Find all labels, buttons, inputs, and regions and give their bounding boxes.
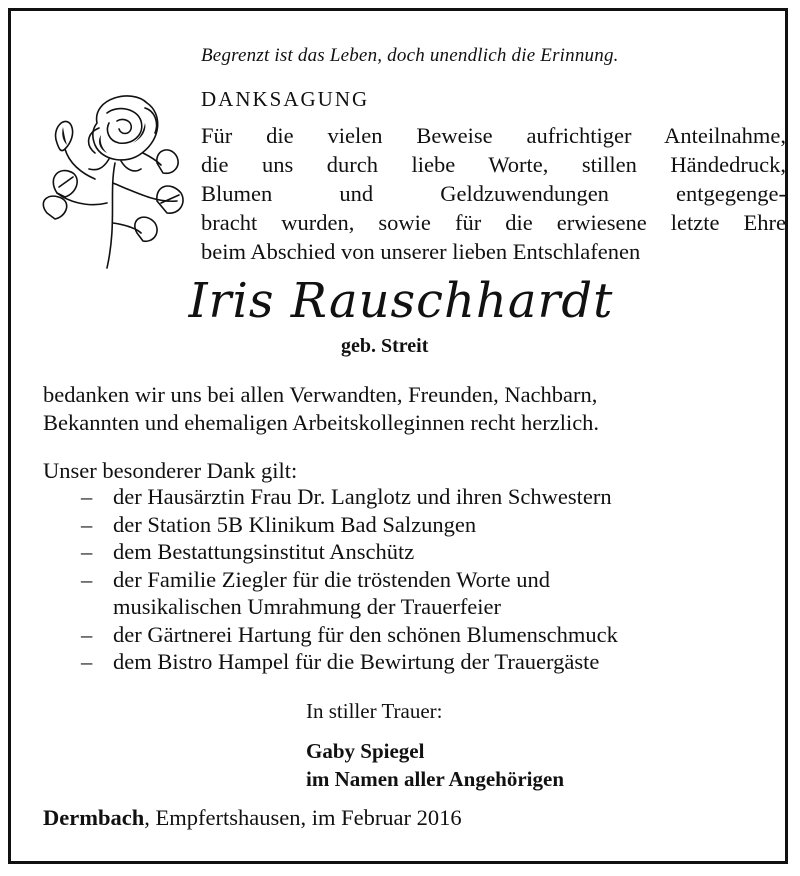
- thanks-paragraph: [43, 381, 763, 437]
- deceased-name: Iris Rauschhardt: [188, 273, 614, 329]
- list-item: [43, 566, 783, 621]
- list-item-text: dem Bistro Hampel für die Bewirtung der Trauergäste: [113, 649, 600, 674]
- thanks-line: Bekannten und ehemaligen Arbeitskolleginnen recht herzlich.: [43, 410, 600, 435]
- motto-line: Begrenzt ist das Leben, doch unendlich die Erinnung.: [201, 45, 619, 66]
- rose-illustration-icon: [37, 83, 197, 273]
- dash-bullet: –: [81, 484, 93, 509]
- list-item: [43, 538, 783, 566]
- list-item-text: musikalischen Umrahmung der Trauerfeier: [113, 594, 502, 619]
- thanks-line: bedanken wir uns bei allen Verwandten, Freunden, Nachbarn,: [43, 382, 598, 407]
- list-item-text: der Hausärztin Frau Dr. Langlotz und ihren Schwestern: [113, 484, 612, 509]
- dash-bullet: –: [81, 566, 93, 592]
- list-item-text: der Station 5B Klinikum Bad Salzungen: [113, 511, 477, 537]
- intro-line: Für die vielen Beweise aufrichtiger Anteilnahme,: [201, 123, 786, 148]
- signer-name: Gaby Spiegel: [306, 739, 425, 763]
- signer-block: [306, 737, 564, 793]
- dash-bullet: –: [81, 539, 93, 564]
- maiden-name: geb. Streit: [341, 335, 429, 357]
- list-item-text: der Familie Ziegler für die tröstenden Worte und: [113, 566, 551, 592]
- intro-line: beim Abschied von unserer lieben Entschlafenen: [201, 239, 641, 264]
- list-item-text: dem Bestattungsinstitut Anschütz: [113, 539, 415, 564]
- dash-bullet: –: [81, 511, 93, 537]
- place-date-line: [43, 805, 462, 831]
- signer-note: im Namen aller Angehörigen: [306, 767, 565, 791]
- list-item: [43, 483, 783, 511]
- list-item-text: der Gärtnerei Hartung für den schönen Blumenschmuck: [113, 621, 618, 647]
- special-thanks-list: [43, 483, 783, 676]
- intro-paragraph: [201, 121, 786, 266]
- obituary-card: [8, 8, 788, 864]
- place-date-rest: , Empfertshausen, im Februar 2016: [144, 805, 462, 830]
- place-bold: Dermbach: [43, 805, 145, 830]
- list-item: [43, 621, 783, 649]
- intro-line: die uns durch liebe Worte, stillen Händedruck,: [201, 152, 786, 177]
- heading-danksagung: DANKSAGUNG: [201, 87, 370, 111]
- dash-bullet: –: [81, 621, 93, 647]
- intro-line: Blumen und Geldzuwendungen entgegenge-: [201, 181, 786, 206]
- list-item: [43, 511, 783, 539]
- special-thanks-title: Unser besonderer Dank gilt:: [43, 458, 298, 483]
- mourning-line: In stiller Trauer:: [306, 699, 443, 723]
- list-item: [43, 648, 783, 676]
- intro-line: bracht wurden, sowie für die erwiesene letzte Ehre: [201, 210, 786, 235]
- dash-bullet: –: [81, 649, 93, 674]
